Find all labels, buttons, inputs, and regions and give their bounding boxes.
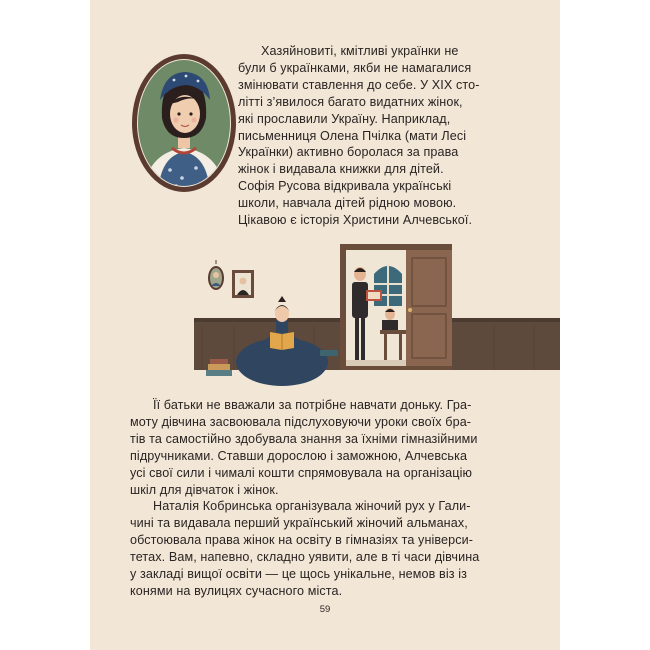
text-line: Її батьки не вважали за потрібне навчати доньку. Гра- (153, 398, 472, 412)
text-line: тетах. Вам, напевно, складно уявити, але в ті часи дівчина (130, 550, 480, 565)
text-line: Хазяйновиті, кмітливі українки не (261, 44, 459, 58)
text-line: підручниками. Ставши дорослою і заможною, Алчевська (130, 448, 468, 463)
text-line: шкіл для дівчаток і жінок. (130, 482, 279, 497)
intro-paragraph (238, 43, 543, 229)
text-line: жінок і видавала книжки для дітей. (238, 162, 444, 177)
text-line: у закладі вищої освіти — це щось унікальне, немов віз із (130, 567, 467, 582)
text-line: чині та видавала перший український жіночий альманах, (130, 516, 468, 531)
book-page (90, 0, 560, 650)
text-line: літті з’явилося багато видатних жінок, (238, 94, 463, 109)
story-paragraph (130, 397, 540, 600)
text-line: конями на вулицях сучасного міста. (130, 583, 343, 598)
text-line: моту дівчина засвоювала підслуховуючи уроки своїх бра- (130, 414, 472, 429)
page-number: 59 (319, 604, 331, 615)
text-line: школи, навчала дітей рідною мовою. (238, 196, 457, 211)
text-line: обстоювала права жінок на освіту в гімназіях та універси- (130, 533, 474, 548)
text-line: Софія Русова відкривала українські (238, 179, 452, 194)
classroom-scene-illustration (194, 240, 560, 386)
text-line: Цікавою є історія Христини Алчевської. (238, 213, 473, 228)
text-line: Наталія Кобринська організувала жіночий рух у Гали- (153, 499, 471, 514)
woman-portrait-icon (130, 52, 238, 194)
text-line: письменниця Олена Пчілка (мати Лесі (238, 128, 467, 143)
text-line: усі свої сили і чималі кошти спрямовувала на організацію (130, 465, 473, 480)
text-line: були б українками, якби не намагалися (238, 60, 472, 75)
text-line: тів та самостійно здобувала знання за їхніми гімназійними (130, 431, 478, 446)
text-line: які прославили Україну. Наприклад, (238, 111, 451, 126)
text-line: Українки) активно боролася за права (238, 145, 459, 160)
text-line: змінювати ставлення до себе. У ХІХ сто- (238, 77, 480, 92)
